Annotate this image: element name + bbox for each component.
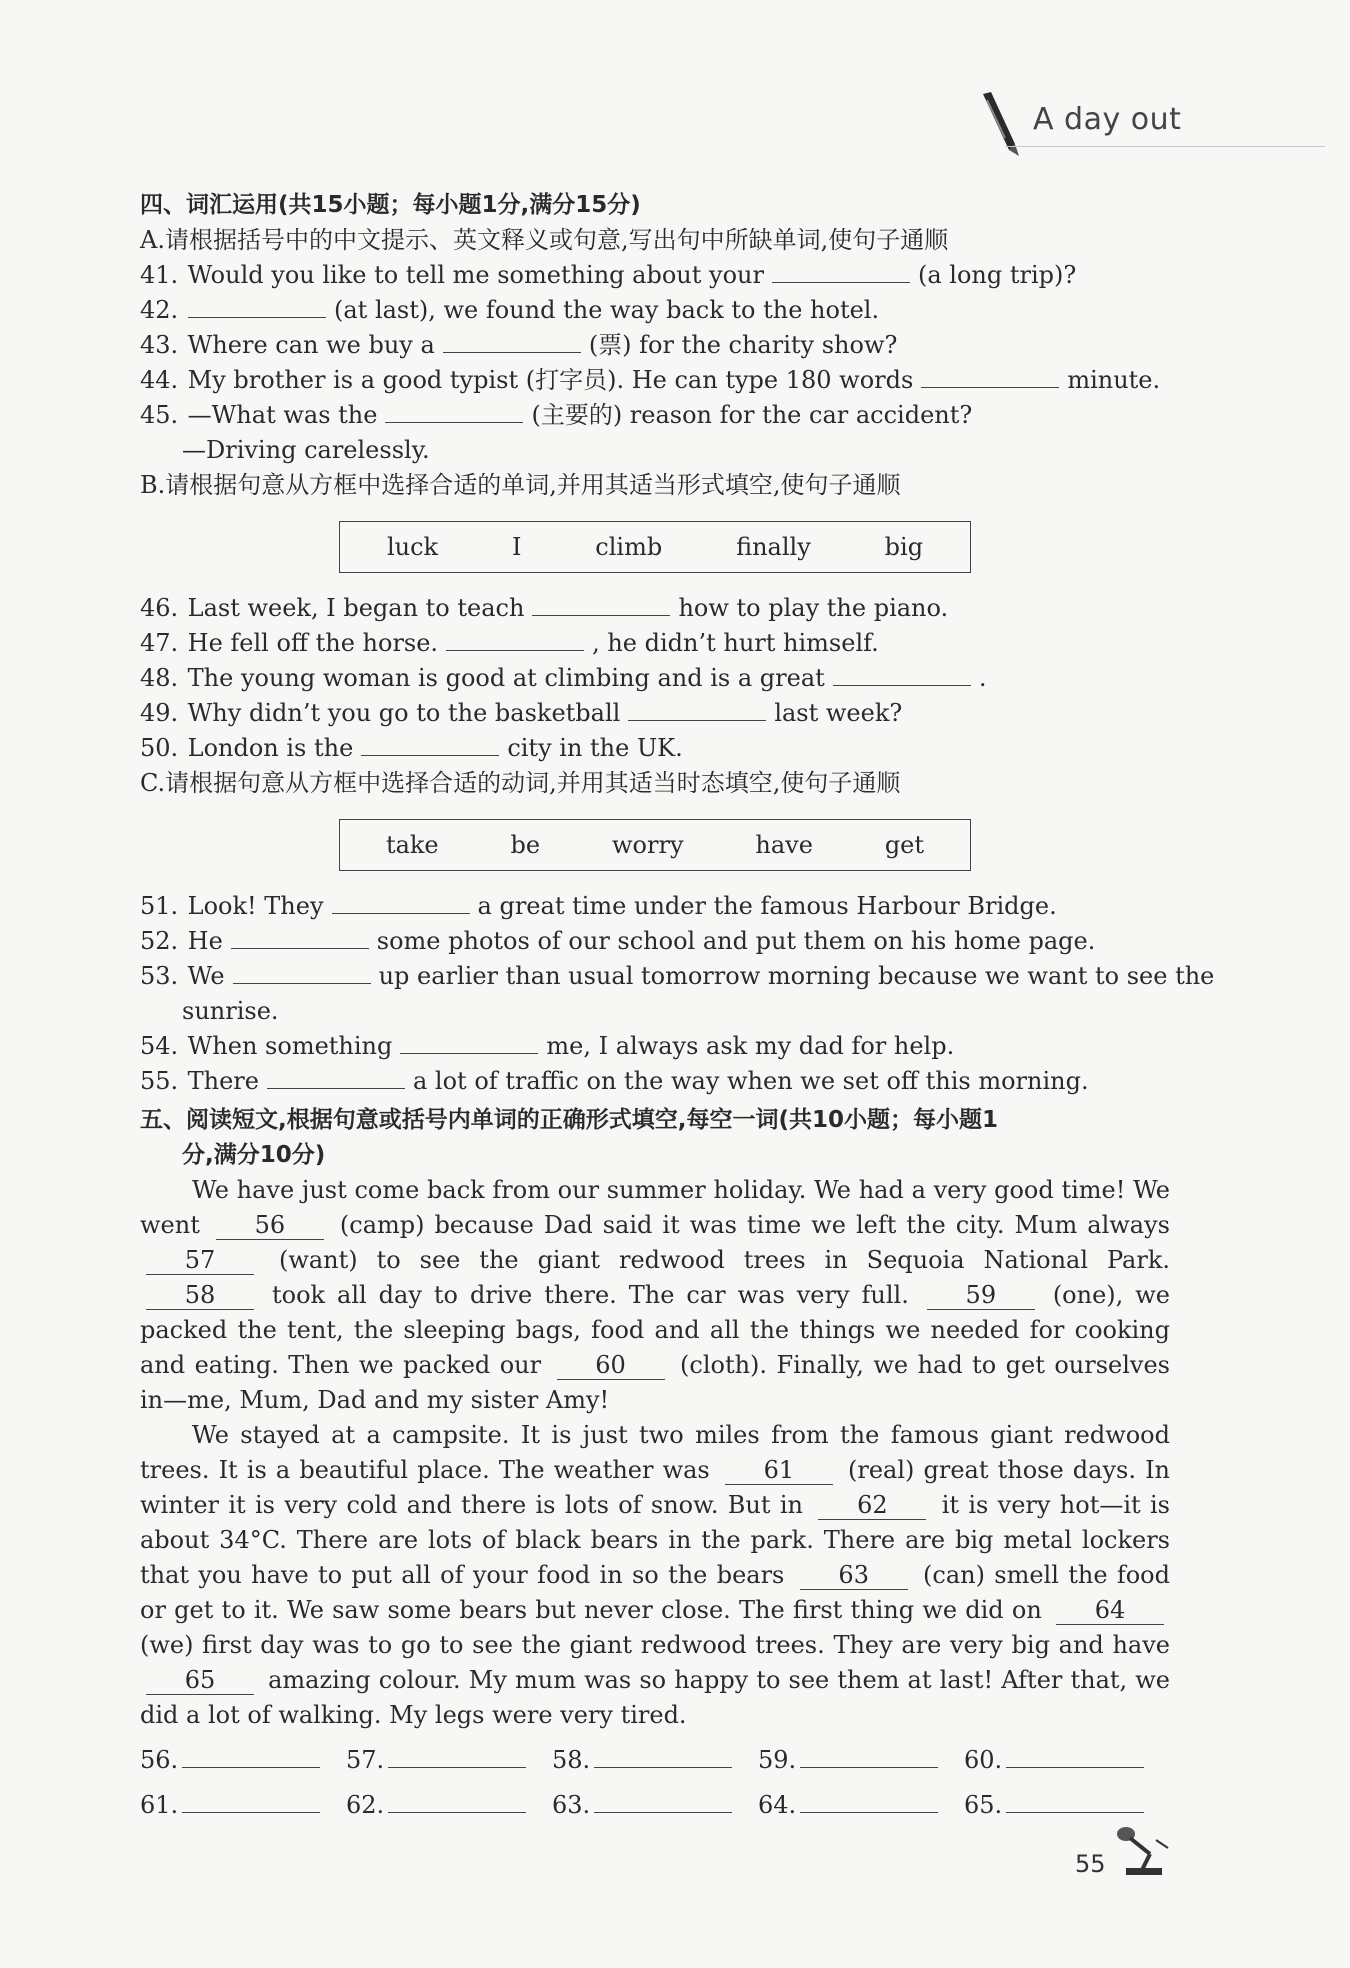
word-option: luck bbox=[386, 532, 439, 561]
answer-slot[interactable]: 60. bbox=[964, 1743, 1170, 1778]
header-divider bbox=[1005, 146, 1325, 147]
answer-blank-44[interactable] bbox=[921, 363, 1059, 388]
word-option: get bbox=[884, 830, 925, 859]
passage-paragraph-1: We have just come back from our summer holiday. We had a very good time! We went 56 (camp) because Dad said it was time we left the city. Mum always 57 (want) to see the giant redwood trees in Sequoia National Park. 58 took all day to drive there. The car was very full. 59 (one), we packed the tent, the sleeping bags, food and all the things we needed for cooking and eating. Then we packed our 60 (cloth). Finally, we had to get ourselves in—me, Mum, Dad and my sister Amy! bbox=[140, 1176, 1170, 1414]
answer-blank-53[interactable] bbox=[233, 959, 371, 984]
gap-59[interactable]: 59 bbox=[927, 1281, 1035, 1310]
answer-slot[interactable]: 65. bbox=[964, 1788, 1170, 1823]
question-42: 42. (at last), we found the way back to the hotel. bbox=[140, 293, 1170, 328]
question-53-continuation: sunrise. bbox=[182, 997, 279, 1025]
question-48: 48. The young woman is good at climbing and is a great . bbox=[140, 661, 1170, 696]
header-title: A day out bbox=[1033, 102, 1182, 137]
gap-58[interactable]: 58 bbox=[146, 1281, 254, 1310]
answer-slot[interactable]: 61. bbox=[140, 1788, 346, 1823]
word-option: I bbox=[511, 532, 522, 561]
gap-57[interactable]: 57 bbox=[146, 1246, 254, 1275]
word-option: be bbox=[510, 830, 541, 859]
answer-slot[interactable]: 62. bbox=[346, 1788, 552, 1823]
word-option: have bbox=[755, 830, 813, 859]
passage-paragraph-2: We stayed at a campsite. It is just two miles from the famous giant redwood trees. It is a beautiful place. The weather was 61 (real) great those days. In winter it is very cold and there is lots of snow. But in 62 it is very hot—it is about 34°C. There are lots of black bears in the park. There are big metal lockers that you have to put all of your food in so the bears 63 (can) smell the food or get to it. We saw some bears but never close. The first thing we did on 64 (we) first day was to go to see the giant redwood trees. They are very big and have 65 amazing colour. My mum was so happy to see them at last! After that, we did a lot of walking. My legs were very tired. bbox=[140, 1421, 1171, 1729]
word-box-c bbox=[339, 819, 971, 871]
answer-blank-46[interactable] bbox=[532, 591, 670, 616]
answer-slot[interactable]: 64. bbox=[758, 1788, 964, 1823]
answer-row-1 bbox=[140, 1743, 1170, 1778]
gap-63[interactable]: 63 bbox=[800, 1561, 908, 1590]
pen-icon bbox=[975, 90, 1027, 160]
answer-blank-45[interactable] bbox=[385, 398, 523, 423]
question-49: 49. Why didn’t you go to the basketball last week? bbox=[140, 696, 1170, 731]
word-box-b bbox=[339, 521, 971, 573]
answer-blank-52[interactable] bbox=[231, 924, 369, 949]
answer-lines bbox=[140, 1743, 1170, 1823]
part-a-instruction: A.请根据括号中的中文提示、英文释义或句意,写出句中所缺单词,使句子通顺 bbox=[140, 226, 949, 254]
question-46: 46. Last week, I began to teach how to play the piano. bbox=[140, 591, 1170, 626]
main-content bbox=[140, 188, 1215, 1823]
word-option: climb bbox=[595, 532, 663, 561]
question-44: 44. My brother is a good typist (打字员). He can type 180 words minute. bbox=[140, 363, 1170, 398]
answer-slot[interactable]: 56. bbox=[140, 1743, 346, 1778]
page-number: 55 bbox=[1075, 1850, 1106, 1878]
question-54: 54. When something me, I always ask my dad for help. bbox=[140, 1029, 1170, 1064]
answer-blank-48[interactable] bbox=[833, 661, 971, 686]
section-5-title-cont: 分,满分10分) bbox=[182, 1142, 326, 1168]
answer-slot[interactable]: 57. bbox=[346, 1743, 552, 1778]
question-55: 55. There a lot of traffic on the way when we set off this morning. bbox=[140, 1064, 1170, 1099]
question-47: 47. He fell off the horse. , he didn’t hurt himself. bbox=[140, 626, 1170, 661]
gap-61[interactable]: 61 bbox=[725, 1456, 833, 1485]
answer-slot[interactable]: 58. bbox=[552, 1743, 758, 1778]
question-52: 52. He some photos of our school and put them on his home page. bbox=[140, 924, 1170, 959]
question-51: 51. Look! They a great time under the famous Harbour Bridge. bbox=[140, 889, 1170, 924]
gap-64[interactable]: 64 bbox=[1056, 1596, 1164, 1625]
question-53: 53. We up earlier than usual tomorrow morning because we want to see the bbox=[140, 959, 1170, 994]
lamp-icon bbox=[1112, 1820, 1172, 1880]
part-c-instruction: C.请根据句意从方框中选择合适的动词,并用其适当时态填空,使句子通顺 bbox=[140, 769, 901, 797]
answer-blank-47[interactable] bbox=[446, 626, 584, 651]
section-4-title: 四、词汇运用(共15小题；每小题1分,满分15分) bbox=[140, 192, 641, 218]
gap-65[interactable]: 65 bbox=[146, 1666, 254, 1695]
part-b-instruction: B.请根据句意从方框中选择合适的单词,并用其适当形式填空,使句子通顺 bbox=[140, 471, 901, 499]
question-45-response: —Driving carelessly. bbox=[182, 436, 430, 464]
gap-62[interactable]: 62 bbox=[818, 1491, 926, 1520]
word-option: take bbox=[385, 830, 439, 859]
word-option: big bbox=[884, 532, 924, 561]
answer-blank-43[interactable] bbox=[443, 328, 581, 353]
answer-blank-55[interactable] bbox=[267, 1064, 405, 1089]
answer-blank-50[interactable] bbox=[361, 731, 499, 756]
section-5-title: 五、阅读短文,根据句意或括号内单词的正确形式填空,每空一词(共10小题；每小题1 bbox=[140, 1107, 998, 1133]
answer-blank-54[interactable] bbox=[400, 1029, 538, 1054]
word-option: worry bbox=[612, 830, 684, 859]
question-50: 50. London is the city in the UK. bbox=[140, 731, 1170, 766]
gap-60[interactable]: 60 bbox=[557, 1351, 665, 1380]
word-option: finally bbox=[736, 532, 811, 561]
answer-slot[interactable]: 63. bbox=[552, 1788, 758, 1823]
answer-blank-42[interactable] bbox=[188, 293, 326, 318]
question-41: 41. Would you like to tell me something about your (a long trip)? bbox=[140, 258, 1170, 293]
answer-slot[interactable]: 59. bbox=[758, 1743, 964, 1778]
answer-blank-49[interactable] bbox=[628, 696, 766, 721]
gap-56[interactable]: 56 bbox=[216, 1211, 324, 1240]
answer-row-2 bbox=[140, 1788, 1170, 1823]
answer-blank-41[interactable] bbox=[772, 258, 910, 283]
answer-blank-51[interactable] bbox=[332, 889, 470, 914]
question-43: 43. Where can we buy a (票) for the charity show? bbox=[140, 328, 1170, 363]
question-45: 45. —What was the (主要的) reason for the car accident? bbox=[140, 398, 1170, 433]
